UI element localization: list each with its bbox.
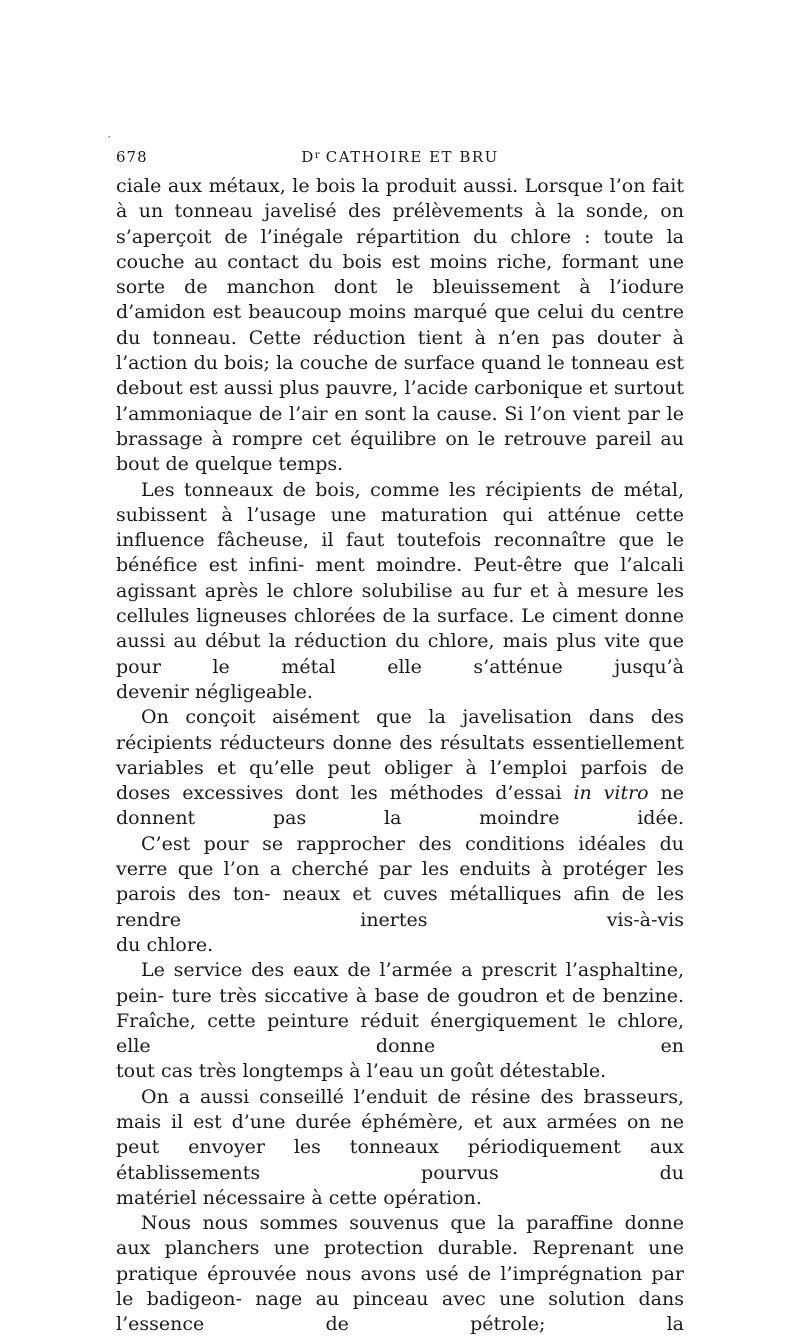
text-line: un tonneau javelisé des prélèvements à la sonde, on s’aperçoit <box>116 200 684 248</box>
text-line: fâcheuse, il faut toutefois reconnaître que le bénéfice est infini- <box>116 529 684 577</box>
text-line: planchers une protection durable. Reprenant une pratique <box>116 1237 684 1285</box>
text-line: par le brassage à rompre cet équilibre on le retrouve pareil au <box>116 402 684 450</box>
text-line: nage au pinceau avec une solution dans l’essence de pétrole; la <box>116 1288 684 1336</box>
text-line: bleuissement à l’iodure d’amidon est beaucoup moins marqué <box>116 276 684 324</box>
text-line: devenir négligeable. <box>116 680 313 703</box>
page-number: 678 <box>116 148 148 166</box>
paragraph-end-line <box>116 1059 684 1084</box>
text-line: l’on a cherché par les enduits à protéger les parois des ton- <box>116 858 684 906</box>
text-line: bout de quelque temps. <box>116 453 344 476</box>
running-title-prefix: D <box>301 148 315 166</box>
text-line: éprouvée nous avons usé de l’imprégnation par le badigeon- <box>116 1262 684 1311</box>
paragraph <box>116 958 684 1059</box>
text-line: ne donnent pas la moindre idée. <box>116 782 684 830</box>
paragraph <box>116 832 684 933</box>
text-line: On conçoit aisément que la javelisation dans des récipients <box>116 706 684 754</box>
text-line: du chlore. <box>116 933 214 956</box>
text-line: matériel nécessaire à cette opération. <box>116 1186 482 1209</box>
text-line: chlore, mais plus vite que pour le métal elle s’atténue jusqu’à <box>116 630 685 678</box>
text-line: les méthodes d’essai <box>350 782 574 805</box>
paragraph <box>116 174 684 452</box>
text-line: la surface. Le ciment donne aussi au début la réduction du <box>116 605 684 653</box>
text-line: Nous nous sommes souvenus que la paraffine donne aux <box>116 1212 684 1260</box>
text-line: solubilise au fur et à mesure les cellules ligneuses chlorées de <box>116 579 684 628</box>
text-line: de l’inégale répartition du chlore : toute la couche au contact <box>116 225 684 273</box>
running-title-sup: r <box>314 150 320 161</box>
book-page <box>116 148 684 1338</box>
text-line: ment moindre. Peut-être que l’alcali agissant après le chlore <box>116 554 684 602</box>
text-line: neaux et cuves métalliques afin de les rendre inertes vis-à-vis <box>116 883 685 931</box>
text-line: tonneau est debout est aussi plus pauvre, l’acide carbonique et <box>116 352 685 400</box>
text-line: C’est pour se rapprocher des conditions idéales du verre que <box>116 832 684 881</box>
paragraph-end-line <box>116 933 684 958</box>
body-text <box>116 174 684 1338</box>
text-line: surtout l’ammoniaque de l’air en sont la cause. Si l’on vient <box>116 377 684 425</box>
running-title-rest: CATHOIRE ET BRU <box>319 148 499 166</box>
paragraph-end-line <box>116 680 684 705</box>
text-line: pas douter à l’action du bois; la couche de surface quand le <box>116 326 684 375</box>
paragraph <box>116 705 684 831</box>
text-line: qu’elle peut obliger à l’emploi parfois de doses excessives dont <box>116 756 685 805</box>
text-line: ture très siccative à base de goudron et de benzine. Fraîche, <box>116 984 684 1032</box>
text-line: Les tonneaux de bois, comme les récipients de métal, <box>141 478 684 501</box>
text-line: On a aussi conseillé l’enduit de résine des brasseurs, mais il <box>116 1085 684 1133</box>
text-line: que celui du centre du tonneau. Cette réduction tient à n’en <box>116 301 684 349</box>
paragraph <box>116 1211 684 1337</box>
text-line: réducteurs donne des résultats essentiellement variables et <box>116 731 685 779</box>
text-line: les tonneaux périodiquement aux établissements pourvus du <box>116 1136 684 1184</box>
text-line: Le service des eaux de l’armée a prescrit l’asphaltine, pein- <box>116 959 684 1007</box>
margin-mark: ′ <box>108 134 111 147</box>
text-line: tout cas très longtemps à l’eau un goût détestable. <box>116 1060 607 1083</box>
running-title <box>116 148 684 166</box>
paragraph-end-line <box>116 1186 684 1211</box>
running-head <box>116 148 684 174</box>
paragraph <box>116 1085 684 1186</box>
text-line: cette peinture réduit énergiquement le chlore, elle donne en <box>116 1009 684 1058</box>
text-line: ciale aux métaux, le bois la produit aussi. Lorsque l’on fait à <box>116 175 684 223</box>
text-line: est d’une durée éphémère, et aux armées on ne peut envoyer <box>116 1110 684 1159</box>
paragraph-end-line <box>116 452 684 477</box>
paragraph <box>116 478 684 680</box>
text-line: subissent à l’usage une maturation qui atténue cette influence <box>116 503 684 552</box>
italic-term: in vitro <box>573 782 649 805</box>
text-line: du bois est moins riche, formant une sorte de manchon dont le <box>116 250 684 299</box>
